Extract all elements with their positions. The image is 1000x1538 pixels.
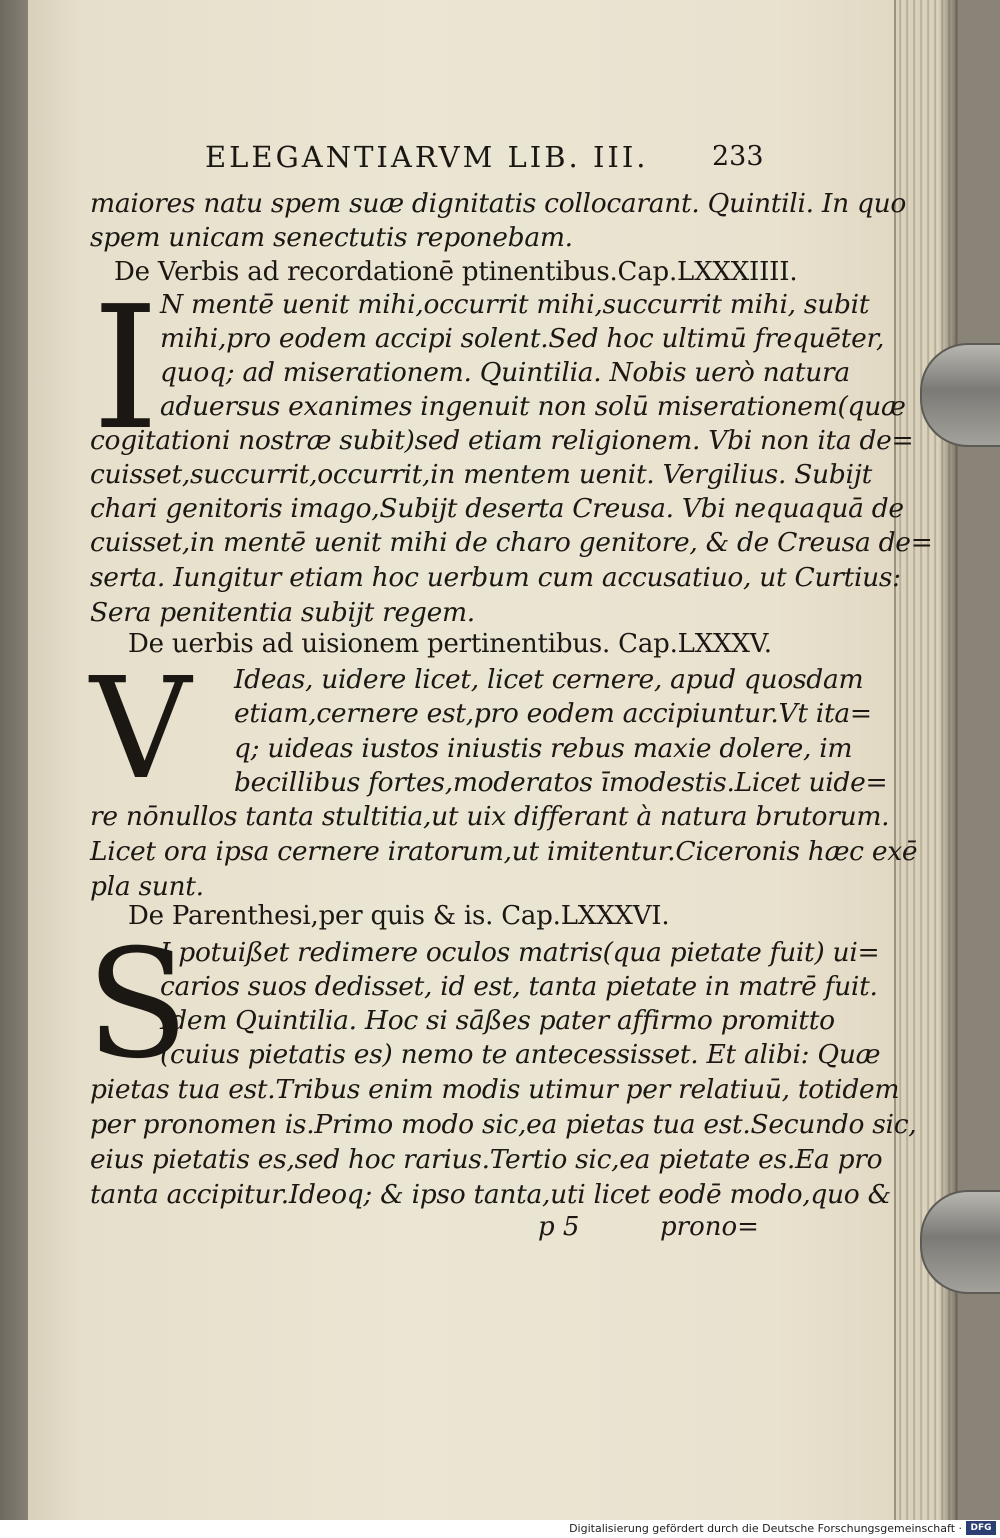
text-line: pietas tua est.Tribus enim modis utimur per relatiuū, totidem <box>90 1074 900 1105</box>
text-line: pla sunt. <box>90 871 204 902</box>
text-line: tanta accipitur.Ideoq; & ipso tanta,uti licet eodē modo,quo & <box>90 1179 891 1210</box>
text-line: I potuißet redimere oculos matris(qua pietate fuit) ui= <box>160 937 880 968</box>
drop-cap-I: I <box>92 270 160 468</box>
text-line: per pronomen is.Primo modo sic,ea pietas tua est.Secundo sic, <box>90 1109 917 1140</box>
text-line: maiores natu spem suæ dignitatis collocarant. Quintili. In quo <box>90 188 907 219</box>
text-line: mihi,pro eodem accipi solent.Sed hoc ultimū frequēter, <box>160 323 885 354</box>
chapter-heading: De Verbis ad recordationē ptinentibus.Cap.LXXXIIII. <box>114 257 798 287</box>
signature-mark: p 5 <box>538 1212 580 1242</box>
chapter-heading: De Parenthesi,per quis & is. Cap.LXXXVI. <box>128 901 670 931</box>
text-line: re nōnullos tanta stultitia,ut uix differant à natura brutorum. <box>90 801 890 832</box>
running-head: ELEGANTIARVM LIB. III. <box>205 140 649 174</box>
text-line: Idem Quintilia. Hoc si sāßes pater affirmo promitto <box>160 1005 835 1036</box>
text-line: aduersus exanimes ingenuit non solū miserationem(quæ <box>160 391 906 422</box>
text-line: N mentē uenit mihi,occurrit mihi,succurrit mihi, subit <box>160 289 870 320</box>
text-line: carios suos dedisset, id est, tanta pietate in matrē fuit. <box>160 971 878 1002</box>
drop-cap-V: V <box>90 648 192 811</box>
text-line: cuisset,succurrit,occurrit,in mentem uenit. Vergilius. Subijt <box>90 459 872 490</box>
text-line: Sera penitentia subijt regem. <box>90 597 475 628</box>
chapter-heading: De uerbis ad uisionem pertinentibus. Cap.LXXXV. <box>128 629 772 659</box>
drop-cap-S: S <box>86 918 189 1092</box>
text-line: q; uideas iustos iniustis rebus maxie dolere, im <box>234 733 853 764</box>
catchword: prono= <box>660 1212 759 1242</box>
text-line: Ideas, uidere licet, licet cernere, apud quosdam <box>234 664 864 695</box>
page-clip-bottom <box>920 1190 1000 1294</box>
text-line: eius pietatis es,sed hoc rarius.Tertio sic,ea pietate es.Ea pro <box>90 1144 883 1175</box>
text-line: spem unicam senectutis reponebam. <box>90 222 573 253</box>
funding-credit: Digitalisierung gefördert durch die Deutsche Forschungsgemeinschaft · <box>569 1522 962 1535</box>
text-line: (cuius pietatis es) nemo te antecessisset. Et alibi: Quæ <box>160 1039 881 1070</box>
text-line: becillibus fortes,moderatos īmodestis.Licet uide= <box>234 767 888 798</box>
text-line: cogitationi nostræ subit)sed etiam religionem. Vbi non ita de= <box>90 425 914 456</box>
text-line: serta. Iungitur etiam hoc uerbum cum accusatiuo, ut Curtius: <box>90 562 901 593</box>
text-line: quoq; ad miserationem. Quintilia. Nobis uerò natura <box>160 357 850 388</box>
text-line: etiam,cernere est,pro eodem accipiuntur.Vt ita= <box>234 698 872 729</box>
page-clip-top <box>920 343 1000 447</box>
text-line: Licet ora ipsa cernere iratorum,ut imitentur.Ciceronis hæc exē <box>90 836 918 867</box>
text-line: cuisset,in mentē uenit mihi de charo genitore, & de Creusa de= <box>90 527 933 558</box>
folio-number: 233 <box>712 141 764 172</box>
text-line: chari genitoris imago,Subijt deserta Creusa. Vbi nequaquā de <box>90 493 904 524</box>
dfg-logo: DFG <box>966 1521 996 1535</box>
